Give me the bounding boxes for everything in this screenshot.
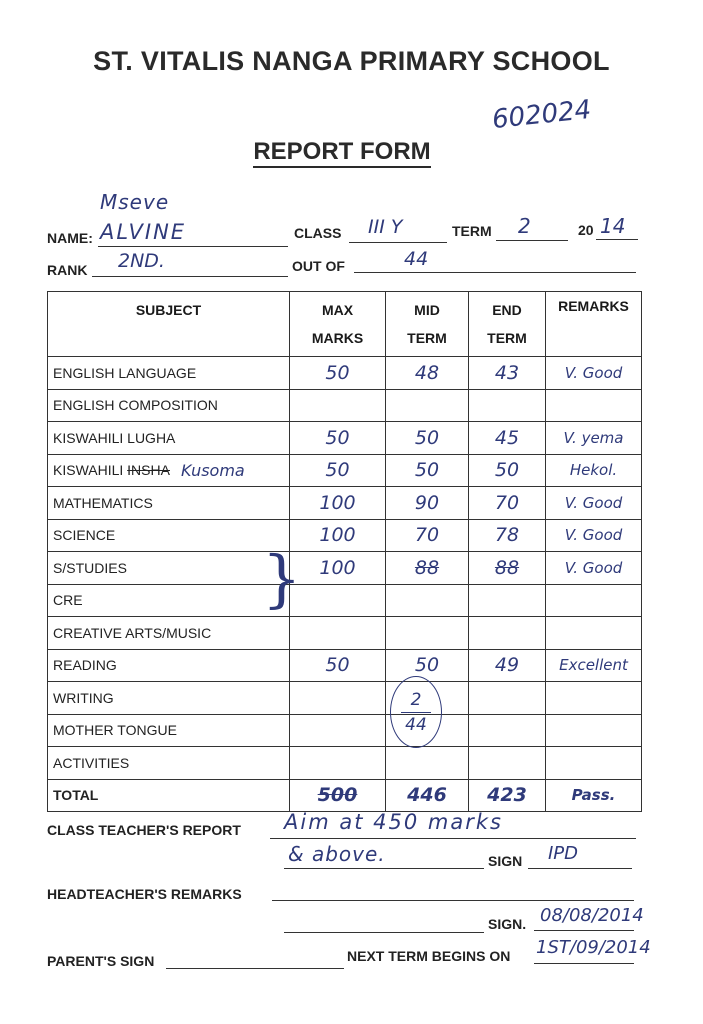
max-mark: 50 [290,357,386,390]
class-teacher-line-2 [284,868,484,869]
remark [546,389,642,422]
end-term-mark [469,682,546,715]
year-prefix: 20 [578,222,594,238]
mid-term-mark: 88 [386,552,469,585]
remark: Excellent [546,649,642,682]
mid-term-mark: 90 [386,487,469,520]
form-title: REPORT FORM [0,138,684,166]
subject-name: MATHEMATICS [48,487,290,520]
max-mark [290,682,386,715]
headteacher-sign: 08/08/2014 [540,905,644,926]
subject-name: SCIENCE [48,519,290,552]
end-term-mark: 43 [469,357,546,390]
total-row [48,779,642,812]
max-mark [290,584,386,617]
class-teacher-remark-2: & above. [288,842,386,866]
headteacher-sign-label: SIGN. [488,916,527,932]
table-row [48,747,642,780]
table-row [48,649,642,682]
circled-position [390,676,442,748]
remark [546,747,642,780]
table-row [48,454,642,487]
next-term-date: 1ST/09/2014 [536,937,651,958]
table-row [48,389,642,422]
headteacher-label: HEADTEACHER'S REMARKS [47,886,242,902]
total-end: 423 [469,779,546,812]
remark: Hekol. [546,454,642,487]
header-end-term: END TERM [469,292,546,357]
class-teacher-sign-line [528,868,632,869]
end-term-mark [469,584,546,617]
total-label: TOTAL [48,779,290,812]
remark [546,584,642,617]
term-label: TERM [452,223,492,239]
class-teacher-line-1 [270,838,636,839]
class-teacher-label: CLASS TEACHER'S REPORT [47,822,241,838]
end-term-mark: 49 [469,649,546,682]
total-mid: 446 [386,779,469,812]
end-term-mark: 50 [469,454,546,487]
class-label: CLASS [294,225,342,241]
parent-sign-label: PARENT'S SIGN [47,953,155,969]
parent-sign-line [166,968,344,969]
table-row [48,584,642,617]
mid-term-mark [386,389,469,422]
term-value: 2 [518,214,531,238]
rank-line [92,276,288,277]
subject-name [48,454,290,487]
header-subject: SUBJECT [48,292,290,357]
brace-mark: } [262,542,302,615]
out-of-label: OUT OF [292,258,345,274]
circled-position-bottom: 44 [405,714,427,735]
max-mark [290,714,386,747]
reference-number: 602024 [490,94,593,136]
mid-term-mark [386,617,469,650]
circled-position-top: 2 [410,689,422,710]
table-row [48,714,642,747]
end-term-mark [469,747,546,780]
header-mid-term: MID TERM [386,292,469,357]
table-row [48,487,642,520]
headteacher-line-2 [284,932,484,933]
end-term-mark: 88 [469,552,546,585]
table-row [48,519,642,552]
max-mark [290,747,386,780]
name-value: ALVINE [100,220,187,244]
remark: V. yema [546,422,642,455]
subject-name: S/STUDIES [48,552,290,585]
name-label: NAME: [47,230,93,246]
subject-name: KISWAHILI LUGHA [48,422,290,455]
table-row [48,552,642,585]
subject-note: Kusoma [181,460,245,480]
max-mark: 50 [290,649,386,682]
max-mark [290,389,386,422]
class-teacher-sign: IPD [548,843,579,864]
remark: V. Good [546,519,642,552]
next-term-line [534,963,634,964]
remark: V. Good [546,487,642,520]
mid-term-mark: 70 [386,519,469,552]
remark: V. Good [546,552,642,585]
rank-value: 2ND. [118,250,165,272]
table-row [48,422,642,455]
subject-name-struck: KISWAHILI INSHA [53,462,170,479]
year-line [596,239,638,240]
table-row [48,357,642,390]
remark [546,682,642,715]
subject-name: CRE [48,584,290,617]
end-term-mark [469,714,546,747]
term-line [496,240,568,241]
max-mark: 100 [290,519,386,552]
table-row [48,682,642,715]
name-line [98,246,288,247]
subject-name: CREATIVE ARTS/MUSIC [48,617,290,650]
class-line [349,242,447,243]
rank-label: RANK [47,262,88,278]
table-row [48,617,642,650]
total-max: 500 [290,779,386,812]
end-term-mark: 78 [469,519,546,552]
max-mark: 100 [290,552,386,585]
end-term-mark: 70 [469,487,546,520]
end-term-mark [469,389,546,422]
max-mark: 50 [290,454,386,487]
max-mark: 50 [290,422,386,455]
header-max-marks: MAX MARKS [290,292,386,357]
year-suffix: 14 [600,214,626,238]
next-term-label: NEXT TERM BEGINS ON [347,948,511,964]
mid-term-mark: 50 [386,454,469,487]
class-teacher-sign-label: SIGN [488,853,523,869]
max-mark: 100 [290,487,386,520]
marks-table [47,291,642,812]
header-remarks: REMARKS [546,292,642,357]
class-value: III Y [368,216,403,238]
mid-term-mark [386,584,469,617]
end-term-mark: 45 [469,422,546,455]
subject-name: ACTIVITIES [48,747,290,780]
subject-name: ENGLISH LANGUAGE [48,357,290,390]
remark: V. Good [546,357,642,390]
subject-name: READING [48,649,290,682]
school-name: ST. VITALIS NANGA PRIMARY SCHOOL [93,46,610,76]
struck-word: INSHA [127,462,170,479]
out-of-value: 44 [404,248,429,270]
remark [546,714,642,747]
circled-position-divider [401,712,431,713]
mid-term-mark: 50 [386,422,469,455]
headteacher-line-1 [272,900,634,901]
subject-name: ENGLISH COMPOSITION [48,389,290,422]
mid-term-mark: 50 [386,649,469,682]
total-remark: Pass. [546,779,642,812]
subject-name: WRITING [48,682,290,715]
remark [546,617,642,650]
student-first-name: Mseve [100,190,170,214]
end-term-mark [469,617,546,650]
headteacher-sign-line [534,930,634,931]
subject-name: MOTHER TONGUE [48,714,290,747]
out-of-line [354,272,636,273]
mid-term-mark [386,747,469,780]
class-teacher-remark-1: Aim at 450 marks [284,810,503,834]
mid-term-mark: 48 [386,357,469,390]
max-mark [290,617,386,650]
